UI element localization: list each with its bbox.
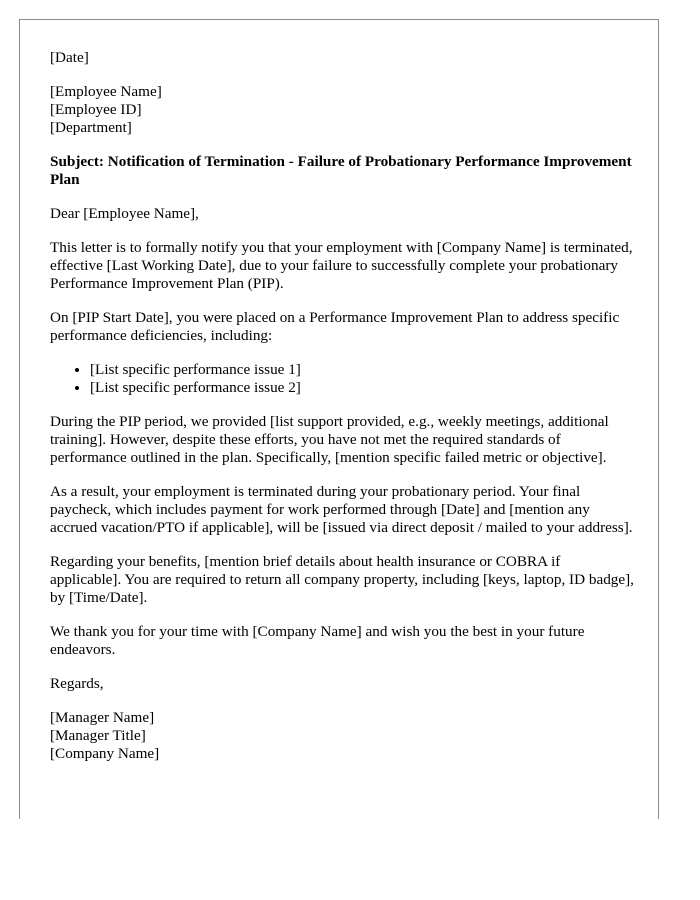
signature-block (50, 709, 635, 763)
paragraph-thanks: We thank you for your time with [Company Name] and wish you the best in your future endeavors. (50, 623, 585, 658)
paragraph-pip-support: During the PIP period, we provided [list support provided, e.g., weekly meetings, additional training]. However, despite these efforts, you have not met the required standards of performance outlined in the plan. Specifically, [mention specific failed metric or objective]. (50, 413, 609, 466)
list-item: • [List specific performance issue 1] (90, 361, 635, 379)
issues-list (50, 361, 635, 397)
date-text: [Date] (50, 49, 89, 66)
paragraph-pip-start: On [PIP Start Date], you were placed on a Performance Improvement Plan to address specific performance deficiencies, including: (50, 309, 620, 344)
paragraph-termination-pay: As a result, your employment is terminated during your probationary period. Your final paycheck, which includes payment for work performed through [Date] and [mention any accrued vacation/PTO if applicable], will be [issued via direct deposit / mailed to your address]. (50, 483, 633, 536)
recipient-department: [Department] (50, 119, 132, 136)
recipient-block (50, 83, 635, 137)
subject-line: Subject: Notification of Termination - Failure of Probationary Performance Improvement Plan (50, 153, 632, 188)
letter-page (19, 19, 659, 819)
paragraph-benefits: Regarding your benefits, [mention brief details about health insurance or COBRA if applicable]. You are required to return all company property, including [keys, laptop, ID badge], by [Time/Date]. (50, 553, 634, 606)
signature-company: [Company Name] (50, 745, 160, 762)
list-item: • [List specific performance issue 2] (90, 379, 635, 397)
recipient-name: [Employee Name] (50, 83, 162, 100)
signature-name: [Manager Name] (50, 709, 155, 726)
closing: Regards, (50, 675, 104, 692)
recipient-id: [Employee ID] (50, 101, 142, 118)
signature-title: [Manager Title] (50, 727, 146, 744)
paragraph-intro: This letter is to formally notify you that your employment with [Company Name] is terminated, effective [Last Working Date], due to your failure to successfully complete your probationary Performance Improvement Plan (PIP). (50, 239, 633, 292)
letter-content (50, 49, 635, 779)
salutation: Dear [Employee Name], (50, 205, 199, 222)
letter-date (50, 49, 635, 67)
